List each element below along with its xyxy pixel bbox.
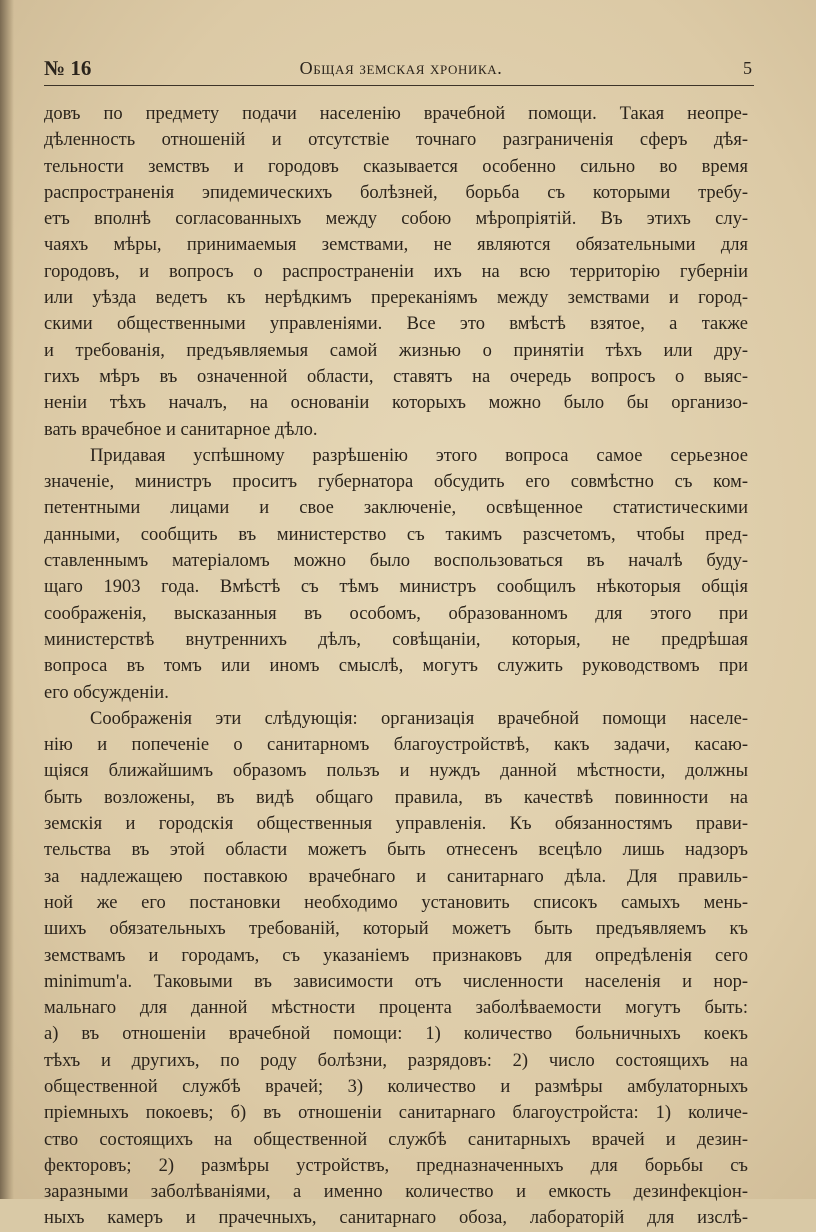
text-line: земствамъ и городамъ, съ указаніемъ признаковъ для опредѣленія сего [44,945,748,966]
text-line: или уѣзда ведетъ къ нерѣдкимъ пререканіямъ между земствами и город- [44,288,748,309]
text-line: тельности земствъ и городовъ сказывается особенно сильно во время [44,156,748,177]
header-rule [44,85,754,86]
text-line: щіяся ближайшимъ образомъ пользъ и нуждъ данной мѣстности, должны [44,761,748,782]
article-body [44,101,748,1232]
text-line: и требованія, предъявляемыя самой жизнью о принятіи тѣхъ или дру- [44,340,748,361]
text-line: фекторовъ; 2) размѣры устройствъ, предназначенныхъ для борьбы съ [44,1155,748,1176]
text-line: соображенія, высказанныя въ особомъ, образованномъ для этого при [44,603,748,624]
text-line: быть возложены, въ видѣ общаго правила, въ качествѣ повинности на [44,787,748,808]
text-line: гихъ мѣръ въ означенной области, ставятъ на очередь вопросъ о выяс- [44,366,748,387]
text-line: мальнаго для данной мѣстности процента заболѣваемости могутъ быть: [44,998,748,1019]
text-line: земскія и городскія общественныя управленія. Къ обязанностямъ прави- [44,814,748,835]
text-line: ставленнымъ матеріаломъ можно было воспользоваться въ началѣ буду- [44,551,748,572]
book-spine-shadow [0,0,14,1199]
text-line: тельства въ этой области можетъ быть отнесенъ всецѣло лишь надзоръ [44,840,748,861]
text-line: скими общественными управленіями. Все это вмѣстѣ взятое, а также [44,314,748,335]
text-line: чаяхъ мѣры, принимаемыя земствами, не являются обязательными для [44,235,748,256]
text-line: тѣхъ и другихъ, по роду болѣзни, разрядовъ: 2) число состоящихъ на [44,1050,748,1071]
text-line: министерствѣ внутреннихъ дѣлъ, совѣщаніи, которыя, не предрѣшая [44,629,748,650]
text-line: вать врачебное и санитарное дѣло. [44,419,318,440]
text-line: значеніе, министръ проситъ губернатора обсудить его совмѣстно съ ком- [44,472,748,493]
text-line: петентными лицами и свое заключеніе, освѣщенное статистическими [44,498,748,519]
section-title: Общая земская хроника. [299,58,503,78]
issue-number: № 16 [44,56,92,80]
text-line: minimum'а. Таковыми въ зависимости отъ численности населенія и нор- [44,971,748,992]
text-line: нію и попеченіе о санитарномъ благоустройствѣ, какъ задачи, касаю- [44,735,748,756]
text-line: вопроса въ томъ или иномъ смыслѣ, могутъ служить руководствомъ при [44,656,748,677]
text-line: дѣленность отношеній и отсутствіе точнаго разграниченія сферъ дѣя- [44,130,748,151]
text-line: общественной службѣ врачей; 3) количество и размѣры амбулаторныхъ [44,1076,748,1097]
text-line: пріемныхъ покоевъ; б) въ отношеніи санитарнаго благоустройста: 1) количе- [44,1103,748,1124]
page-number: 5 [743,58,752,78]
text-line: данными, сообщить въ министерство съ такимъ разсчетомъ, чтобы пред- [44,524,748,545]
text-line: щаго 1903 года. Вмѣстѣ съ тѣмъ министръ сообщилъ нѣкоторыя общія [44,577,748,598]
text-line: неніи тѣхъ началъ, на основаніи которыхъ можно было бы организо- [44,393,748,414]
text-line: шихъ обязательныхъ требованій, который можетъ быть предъявляемъ къ [44,919,748,940]
text-line: а) въ отношеніи врачебной помощи: 1) количество больничныхъ коекъ [44,1024,748,1045]
text-line: заразными заболѣваніями, а именно количество и емкость дезинфекціон- [44,1182,748,1203]
text-line: его обсужденіи. [44,682,169,703]
running-header [44,54,758,84]
text-line: Соображенія эти слѣдующія: организація врачебной помощи населе- [90,708,748,729]
text-line: етъ вполнѣ согласованныхъ между собою мѣропріятій. Въ этихъ слу- [44,209,748,230]
text-line: Придавая успѣшному разрѣшенію этого вопроса самое серьезное [90,445,748,466]
text-line: ныхъ камеръ и прачечныхъ, санитарнаго обоза, лабораторій для изслѣ- [44,1208,748,1229]
text-line: довъ по предмету подачи населенію врачебной помощи. Такая неопре- [44,104,748,124]
text-line: распространенія эпидемическихъ болѣзней, борьба съ которыми требу- [44,182,748,203]
text-line: ство состоящихъ на общественной службѣ санитарныхъ врачей и дезин- [44,1129,748,1150]
text-line: за надлежащею поставкою врачебнаго и санитарнаго дѣла. Для правиль- [44,866,748,887]
text-line: городовъ, и вопросъ о распространеніи ихъ на всю территорію губерніи [44,261,748,282]
text-line: ной же его постановки необходимо установить списокъ самыхъ мень- [44,892,748,913]
